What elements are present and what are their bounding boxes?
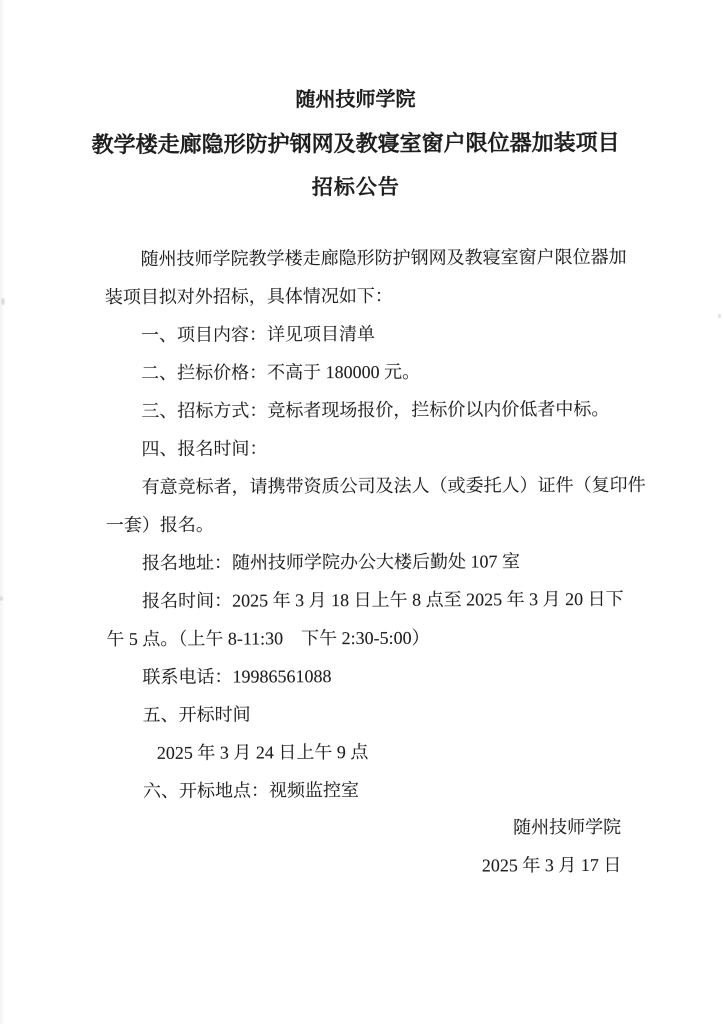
document-line: 六、开标地点：视频监控室 <box>142 780 360 801</box>
document-line: 二、拦标价格：不高于 180000 元。 <box>141 361 421 383</box>
title-org-name: 随州技师学院 <box>295 88 416 112</box>
document-body <box>105 238 644 886</box>
document-line: 五、开标时间 <box>142 704 251 725</box>
document-line: 有意竞标者，请携带资质公司及法人（或委托人）证件（复印件 <box>141 474 646 497</box>
document-line: 随州技师学院教学楼走廊隐形防护钢网及教寝室窗户限位器加 <box>140 246 627 269</box>
document-line: 一、项目内容：详见项目清单 <box>140 323 376 345</box>
document-line: 报名地址：随州技师学院办公大楼后勤处 107 室 <box>141 551 521 573</box>
document-line: 2025 年 3 月 24 日上午 9 点 <box>156 741 369 763</box>
title-project-name: 教学楼走廊隐形防护钢网及教寝室窗户限位器加装项目 <box>91 129 620 158</box>
document-title <box>0 0 717 212</box>
document-line: 装项目拟对外招标，具体情况如下： <box>104 285 393 308</box>
document-line: 报名时间：2025 年 3 月 18 日上午 8 点至 2025 年 3 月 20 日下 <box>142 588 624 611</box>
document-line: 随州技师学院 <box>513 816 622 838</box>
document-line: 四、报名时间： <box>141 438 268 459</box>
document-line: 三、招标方式：竞标者现场报价，拦标价以内价低者中标。 <box>141 398 610 421</box>
title-announcement: 招标公告 <box>311 174 400 200</box>
document-line: 一套）报名。 <box>105 514 214 536</box>
document-line: 2025 年 3 月 17 日 <box>481 854 622 876</box>
document-line: 午 5 点。（上午 8-11:30 下午 2:30-5:00） <box>106 627 430 650</box>
document-line: 联系电话：19986561088 <box>142 666 332 687</box>
